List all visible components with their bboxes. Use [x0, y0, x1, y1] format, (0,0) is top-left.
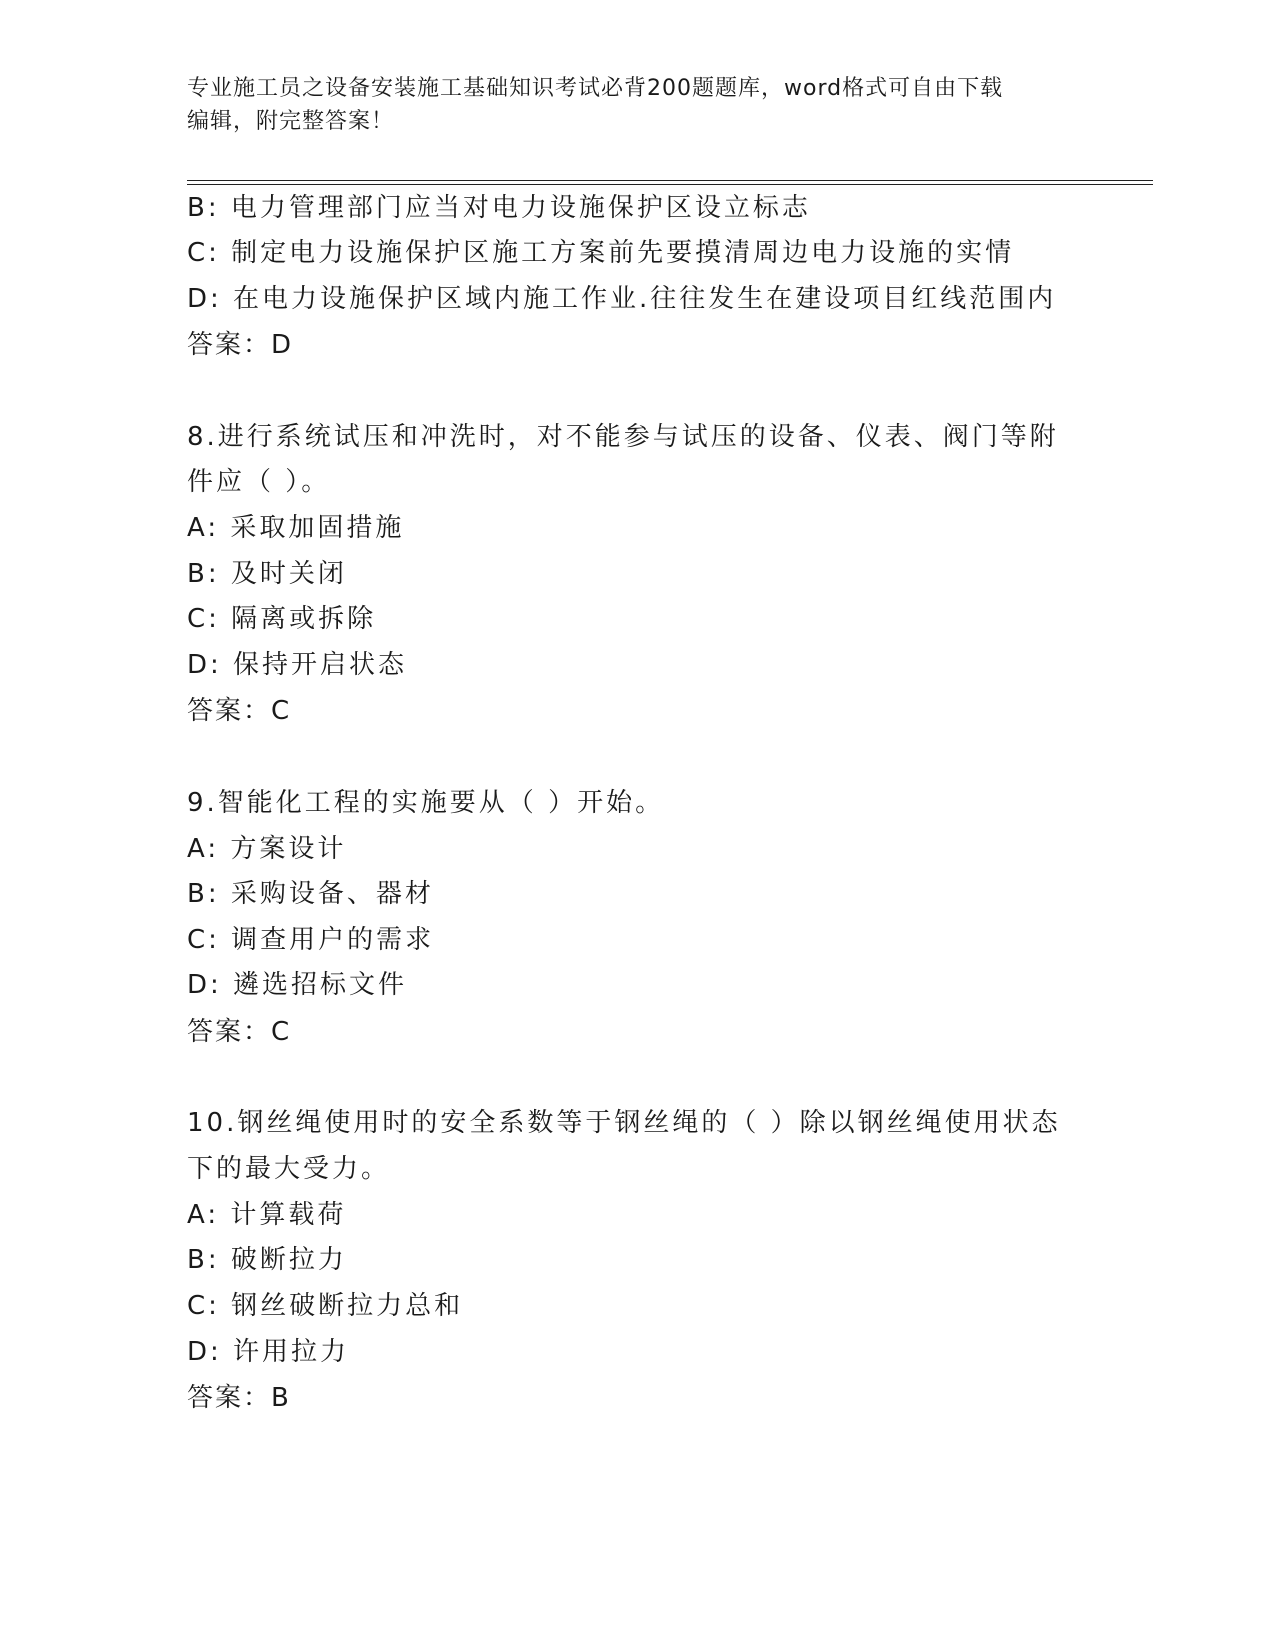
question-9-option-c: C: 调查用户的需求: [187, 925, 435, 955]
question-8-option-c: C: 隔离或拆除: [187, 604, 377, 634]
question-9-option-a: A: 方案设计: [187, 834, 347, 864]
question-8-option-a: A: 采取加固措施: [187, 513, 405, 543]
header-title-line-1: 专业施工员之设备安装施工基础知识考试必背200题题库，word格式可自由下载: [187, 76, 1004, 101]
prev-question-option-d: D: 在电力设施保护区域内施工作业.往往发生在建设项目红线范围内: [187, 284, 1057, 314]
question-8-stem-line-1: 8.进行系统试压和冲洗时，对不能参与试压的设备、仪表、阀门等附: [187, 422, 1059, 452]
header-divider-top: [187, 180, 1153, 181]
header-title-line-2: 编辑，附完整答案！: [187, 109, 395, 134]
question-8-option-b: B: 及时关闭: [187, 559, 347, 589]
document-header: [187, 72, 1067, 138]
question-10-stem-line-1: 10.钢丝绳使用时的安全系数等于钢丝绳的（ ）除以钢丝绳使用状态: [187, 1108, 1061, 1138]
question-10-option-b: B: 破断拉力: [187, 1245, 347, 1275]
question-9-answer: 答案：C: [187, 1017, 292, 1047]
question-9-option-b: B: 采购设备、器材: [187, 879, 434, 909]
header-divider-bottom: [187, 184, 1153, 185]
question-10-option-c: C: 钢丝破断拉力总和: [187, 1291, 464, 1321]
question-10-option-d: D: 许用拉力: [187, 1337, 350, 1367]
prev-question-answer: 答案：D: [187, 330, 294, 360]
question-10-stem-line-2: 下的最大受力。: [187, 1154, 391, 1184]
question-8-answer: 答案：C: [187, 696, 292, 726]
question-8-stem-line-2: 件应（ ）。: [187, 467, 331, 497]
question-9-option-d: D: 遴选招标文件: [187, 970, 408, 1000]
question-8-option-d: D: 保持开启状态: [187, 650, 408, 680]
prev-question-option-c: C: 制定电力设施保护区施工方案前先要摸清周边电力设施的实情: [187, 238, 1015, 268]
question-10-option-a: A: 计算载荷: [187, 1200, 347, 1230]
prev-question-option-b: B: 电力管理部门应当对电力设施保护区设立标志: [187, 193, 811, 223]
question-9-stem-line-1: 9.智能化工程的实施要从（ ）开始。: [187, 788, 665, 818]
question-10-answer: 答案：B: [187, 1383, 291, 1413]
